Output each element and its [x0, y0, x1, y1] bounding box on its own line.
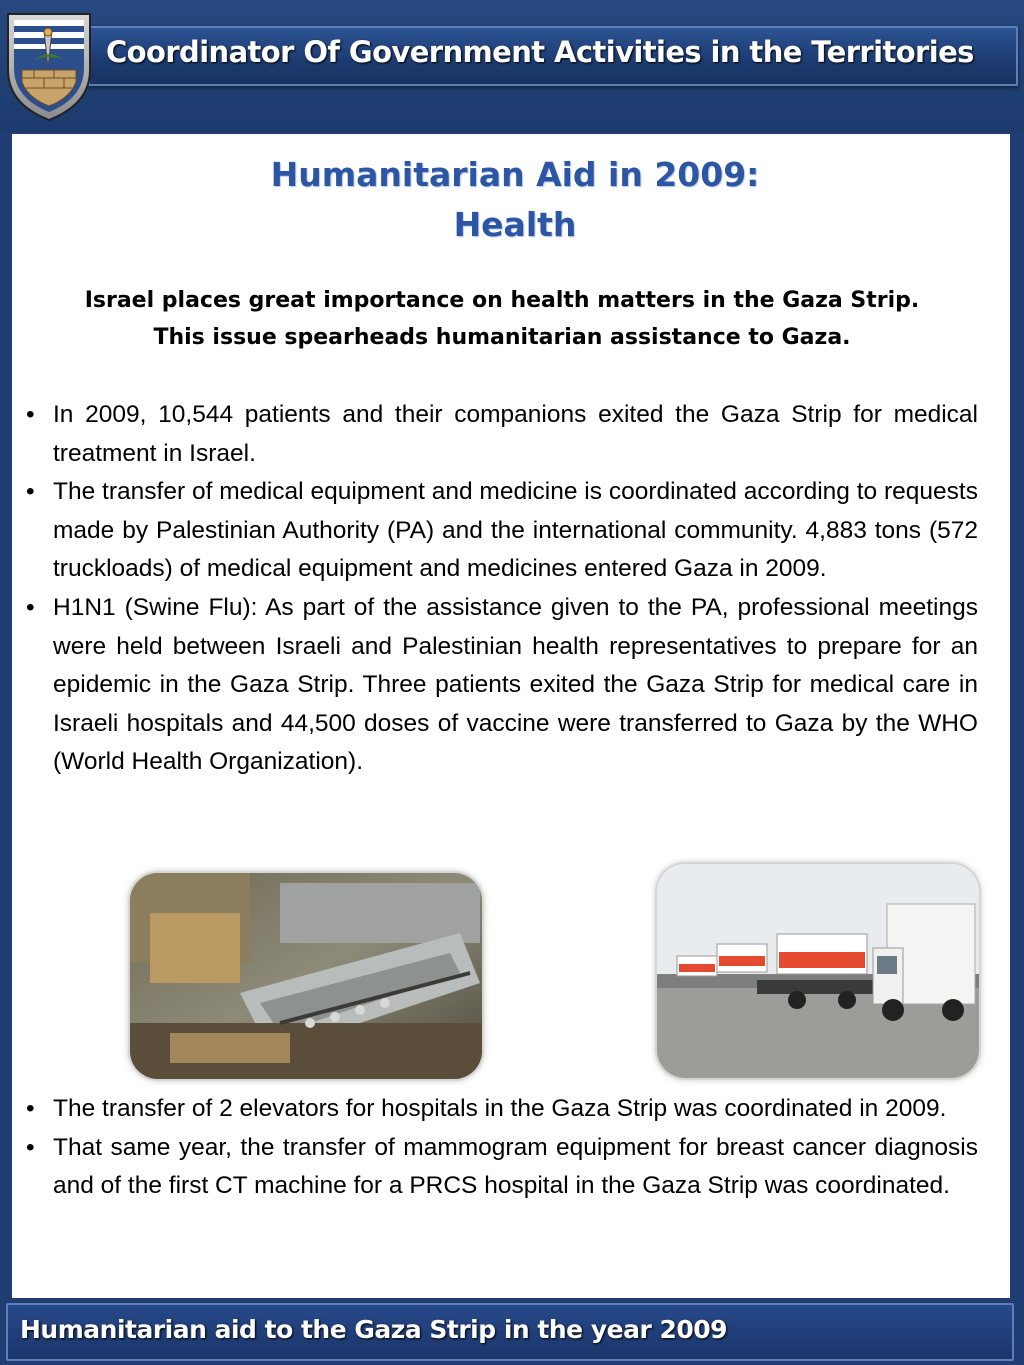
- photo-medical-equipment: [130, 873, 482, 1079]
- photo-ambulance-convoy: [657, 864, 979, 1078]
- bullet-text: The transfer of 2 elevators for hospitals in the Gaza Strip was coordinated in 2009.: [53, 1095, 947, 1122]
- footer-text: Humanitarian aid to the Gaza Strip in the year 2009: [20, 1315, 728, 1344]
- bullet-list-top: [24, 396, 978, 782]
- medical-equipment-image: [130, 873, 482, 1079]
- bullet-text: H1N1 (Swine Flu): As part of the assistance given to the PA, professional meetings were held between Israeli and Palestinian health representatives to prepare for an epidemic in the Gaza Strip. Three patients exited the Gaza Strip for medical care in Israeli hospitals and 44,500 doses of vaccine were transferred to Gaza by the WHO (World Health Organization).: [53, 593, 978, 776]
- page-title: [0, 150, 1024, 250]
- list-item: [24, 396, 978, 473]
- list-item: [24, 589, 978, 782]
- bullet-text: That same year, the transfer of mammogram equipment for breast cancer diagnosis and of the first CT machine for a PRCS hospital in the Gaza Strip was coordinated.: [53, 1133, 978, 1200]
- bullet-text: In 2009, 10,544 patients and their companions exited the Gaza Strip for medical treatment in Israel.: [53, 401, 978, 467]
- cogat-emblem-icon: [4, 8, 94, 124]
- list-item: [24, 473, 978, 589]
- header-title: Coordinator Of Government Activities in the Territories: [106, 35, 974, 69]
- bullet-icon: •: [26, 1133, 35, 1161]
- bullet-icon: •: [26, 401, 35, 428]
- list-item: [24, 1129, 978, 1206]
- bullet-icon: •: [26, 593, 35, 621]
- bullet-icon: •: [26, 478, 35, 506]
- ambulance-convoy-image: [657, 864, 979, 1078]
- intro-line1: Israel places great importance on health matters in the Gaza Strip.: [84, 288, 920, 313]
- page-title-line1: Humanitarian Aid in 2009:: [270, 155, 760, 194]
- page-title-line2: Health: [453, 205, 577, 244]
- list-item: [24, 1090, 978, 1129]
- intro-text: [22, 282, 982, 356]
- bullet-list-bottom: [24, 1090, 978, 1206]
- bullet-text: The transfer of medical equipment and medicine is coordinated according to requests made by Palestinian Authority (PA) and the international community. 4,883 tons (572 truckloads) of medical equipment and medicines entered Gaza in 2009.: [53, 478, 978, 583]
- intro-line2: This issue spearheads humanitarian assistance to Gaza.: [153, 325, 851, 350]
- bullet-icon: •: [26, 1095, 35, 1122]
